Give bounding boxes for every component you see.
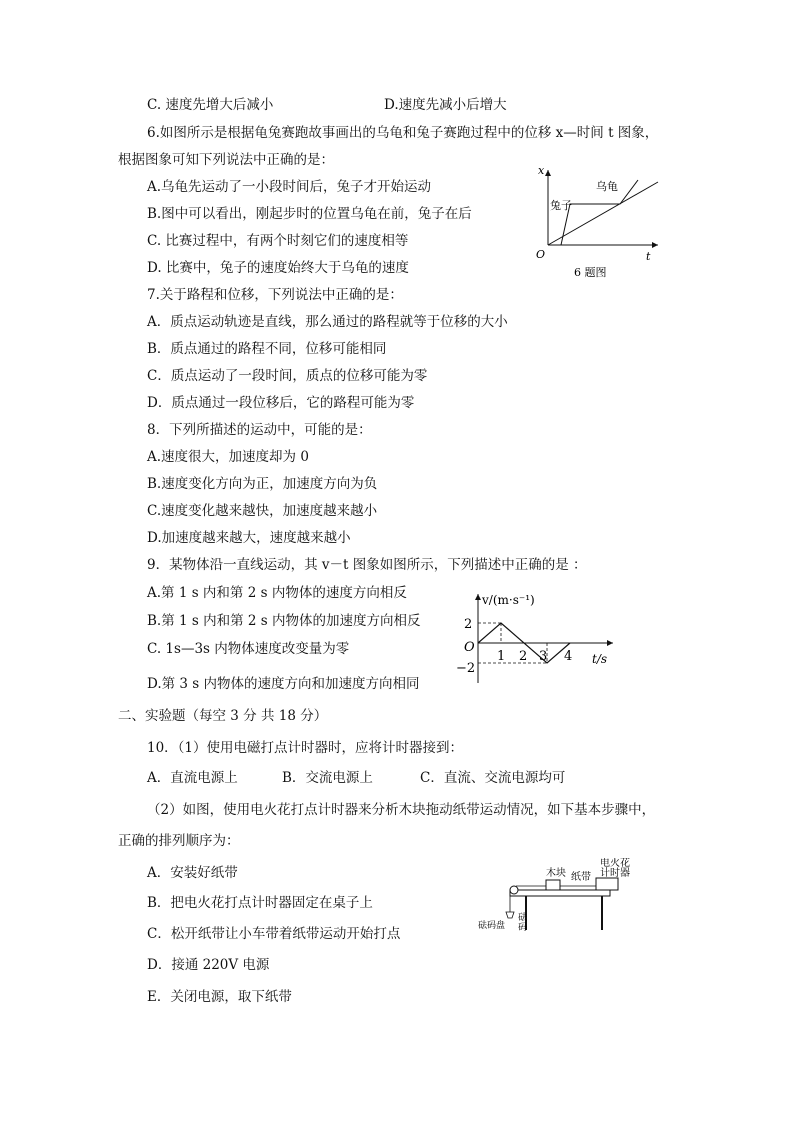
tape-label: 纸带 — [571, 872, 591, 883]
q9-option-c: C. 1s—3s 内物体速度改变量为零 — [147, 641, 350, 657]
q6-option-a: A.乌龟先运动了一小段时间后，兔子才开始运动 — [147, 179, 432, 195]
block-icon — [546, 880, 560, 890]
timer-label-1: 电火花 — [600, 858, 630, 869]
q6-origin-label: O — [536, 248, 546, 261]
q6-rabbit-label: 兔子 — [550, 199, 572, 212]
q6-xt-graph — [528, 160, 668, 289]
q8-option-a: A.速度很大，加速度却为 0 — [147, 449, 309, 465]
q6-stem: 6.如图所示是根据龟兔赛跑故事画出的乌龟和兔子赛跑过程中的位移 x—时间 t 图象， — [147, 125, 659, 141]
q10-step-b: B．把电火花打点计时器固定在桌子上 — [147, 895, 373, 911]
weight-tray-icon — [506, 912, 514, 918]
tray-label: 砝码盘 — [478, 921, 506, 931]
block-label: 木块 — [546, 868, 566, 879]
q10-part2-stem-cont: 正确的排列顺序为： — [118, 833, 240, 849]
q6-figure-caption: 6 题图 — [574, 266, 607, 279]
q6-option-d: D. 比赛中，兔子的速度始终大于乌龟的速度 — [147, 260, 409, 276]
q8-option-b: B.速度变化方向为正，加速度方向为负 — [147, 476, 378, 492]
q10-part1-option-c: C．直流、交流电源均可 — [420, 770, 566, 786]
q9-option-b: B.第 1 s 内和第 2 s 内物体的加速度方向相反 — [147, 613, 421, 629]
q6-option-b: B.图中可以看出，刚起步时的位置乌龟在前，兔子在后 — [147, 206, 472, 222]
q10-part2-stem: （2）如图，使用电火花打点计时器来分析木块拖动纸带运动情况，如下基本步骤中， — [147, 802, 656, 818]
q10-step-c: C．松开纸带让小车带着纸带运动开始打点 — [147, 926, 401, 942]
q7-option-a: A．质点运动轨迹是直线，那么通过的路程就等于位移的大小 — [147, 314, 508, 330]
q7-option-c: C．质点运动了一段时间，质点的位移可能为零 — [147, 368, 428, 384]
q9-x-tick-2: 2 — [519, 649, 528, 664]
q9-vt-graph — [448, 588, 623, 692]
q8-option-d: D.加速度越来越大，速度越来越小 — [147, 530, 351, 546]
q6-x-axis-label: x — [538, 164, 545, 177]
q9-y-tick-pos: 2 — [464, 617, 473, 632]
q6-stem-cont: 根据图象可知下列说法中正确的是： — [118, 152, 334, 168]
q9-x-tick-4: 4 — [564, 649, 573, 664]
weight-label-1: 砝 — [518, 913, 528, 923]
q10-step-e: E．关闭电源，取下纸带 — [147, 989, 292, 1005]
timer-icon — [596, 878, 618, 890]
q9-origin-label: O — [464, 640, 475, 655]
q10-part1-option-b: B．交流电源上 — [282, 770, 373, 786]
q5-option-d: D.速度先减小后增大 — [384, 97, 507, 113]
q8-option-c: C.速度变化越来越快，加速度越来越小 — [147, 503, 378, 519]
q9-v-axis-label: v/(m·s⁻¹) — [482, 593, 535, 607]
q9-option-a: A.第 1 s 内和第 2 s 内物体的速度方向相反 — [147, 585, 407, 601]
q10-step-a: A．安装好纸带 — [147, 865, 238, 881]
q10-part1-option-a: A．直流电源上 — [147, 770, 238, 786]
q9-y-tick-neg: −2 — [456, 661, 476, 676]
q10-apparatus-diagram — [476, 858, 646, 947]
q9-stem: 9．某物体沿一直线运动，其 v－t 图象如图所示，下列描述中正确的是 ： — [147, 557, 587, 573]
q9-option-d: D.第 3 s 内物体的速度方向和加速度方向相同 — [147, 676, 420, 692]
weight-label-2: 码 — [518, 923, 528, 933]
q10-part1-stem: 10．（1）使用电磁打点计时器时，应将计时器接到： — [147, 740, 464, 756]
q9-x-tick-3: 3 — [539, 649, 548, 664]
q7-option-b: B．质点通过的路程不同，位移可能相同 — [147, 341, 387, 357]
table-top — [510, 890, 610, 896]
timer-label-2: 计时器 — [600, 868, 630, 879]
q7-option-d: D．质点通过一段位移后，它的路程可能为零 — [147, 395, 415, 411]
q7-stem: 7.关于路程和位移，下列说法中正确的是： — [147, 287, 403, 303]
pulley-icon — [510, 886, 518, 894]
q5-option-c: C. 速度先增大后减小 — [147, 97, 274, 113]
q9-t-axis-label: t/s — [592, 652, 608, 666]
q6-option-c: C. 比赛过程中，有两个时刻它们的速度相等 — [147, 233, 409, 249]
q6-tortoise-label: 乌龟 — [596, 180, 618, 193]
section-heading: 二、实验题（每空 3 分 共 18 分） — [118, 708, 328, 724]
q8-stem: 8．下列所描述的运动中，可能的是： — [147, 422, 372, 438]
q6-t-axis-label: t — [646, 250, 651, 263]
q9-x-tick-1: 1 — [497, 649, 506, 664]
q10-step-d: D．接通 220V 电源 — [147, 957, 270, 973]
